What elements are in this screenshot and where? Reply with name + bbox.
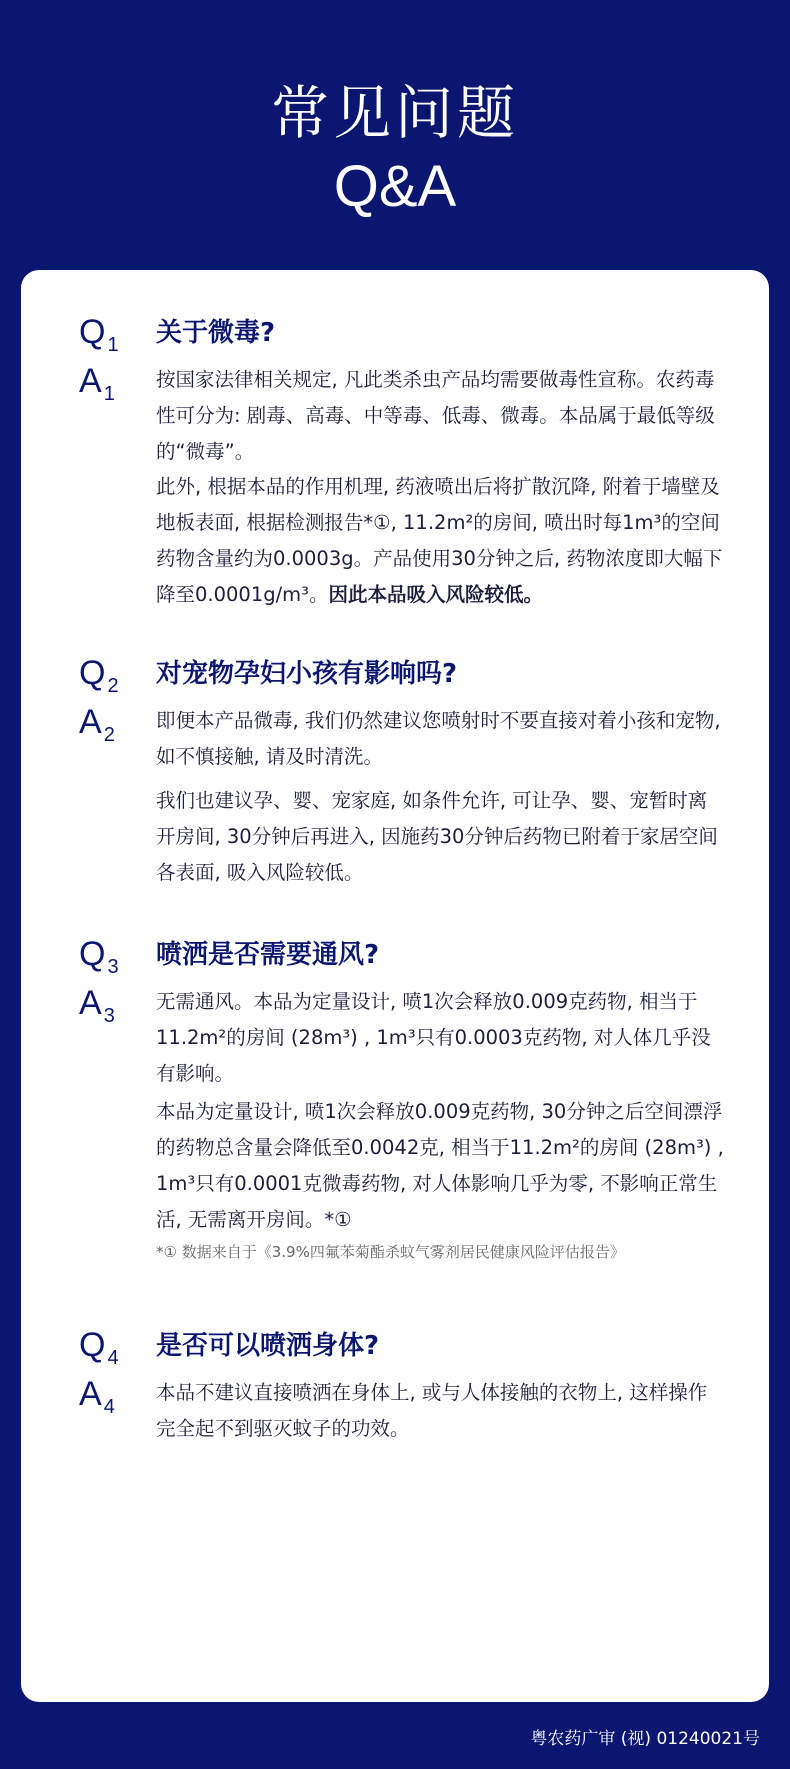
answer-emphasis: 因此本品吸入风险较低。 xyxy=(328,583,544,606)
question-text: 是否可以喷洒身体? xyxy=(156,1331,380,1361)
answer-paragraph: 即便本产品微毒, 我们仍然建议您喷射时不要直接对着小孩和宠物, 如不慎接触, 请及时清洗。 xyxy=(156,709,721,768)
approval-number: 粤农药广审 (视) 01240021号 xyxy=(530,1729,760,1749)
question-marker: Q $_4$ xyxy=(79,1326,119,1369)
answer-paragraph: 我们也建议孕、婴、宠家庭, 如条件允许, 可让孕、婴、宠暂时离开房间, 30分钟后再进入, 因施药30分钟后药物已附着于家居空间各表面, 吸入风险较低。 xyxy=(156,789,718,884)
answer-paragraph: 无需通风。本品为定量设计, 喷1次会释放0.009克药物, 相当于11.2m²的房间 (28m³) , 1m³只有0.0003克药物, 对人体几乎没有影响。 xyxy=(156,990,711,1085)
answer-paragraph: 本品为定量设计, 喷1次会释放0.009克药物, 30分钟之后空间漂浮的药物总含量会降低至0.0042克, 相当于11.2m²的房间 (28m³) , 1m³只有0.0001克微毒药物, 对人体影响几乎为零, 不影响正常生活, 无需离开房间。*① xyxy=(156,1100,724,1231)
page-subtitle: Q&A xyxy=(333,154,457,219)
answer-marker: A $_3$ xyxy=(79,984,115,1027)
answer-paragraph: 本品不建议直接喷洒在身体上, 或与人体接触的衣物上, 这样操作完全起不到驱灭蚊子的功效。 xyxy=(156,1381,708,1440)
answer-marker: A $_2$ xyxy=(79,703,115,746)
faq-card xyxy=(21,270,769,1702)
page-title: 常见问题 xyxy=(270,79,519,147)
question-marker: Q $_2$ xyxy=(79,654,119,697)
question-text: 关于微毒? xyxy=(156,318,276,348)
answer-marker: A $_1$ xyxy=(79,362,115,405)
answer-marker: A $_4$ xyxy=(79,1375,115,1418)
answer-paragraph: 此外, 根据本品的作用机理, 药液喷出后将扩散沉降, 附着于墙壁及地板表面, 根据检测报告*①, 11.2m²的房间, 喷出时每1m³的空间药物含量约为0.0003g。产品使用30分钟之后, 药物浓度即大幅下降至0.0001g/m³。因此本品吸入风险较低。 xyxy=(156,475,723,606)
question-marker: Q $_1$ xyxy=(79,313,119,356)
question-text: 喷洒是否需要通风? xyxy=(156,940,380,970)
question-marker: Q $_3$ xyxy=(79,935,119,978)
question-text: 对宠物孕妇小孩有影响吗? xyxy=(156,659,458,689)
footnote: *① 数据来自于《3.9%四氟苯菊酯杀蚊气雾剂居民健康风险评估报告》 xyxy=(156,1243,625,1261)
page-header xyxy=(0,0,790,270)
answer-paragraph: 按国家法律相关规定, 凡此类杀虫产品均需要做毒性宣称。农药毒性可分为: 剧毒、高毒、中等毒、低毒、微毒。本品属于最低等级的“微毒”。 xyxy=(156,368,715,463)
